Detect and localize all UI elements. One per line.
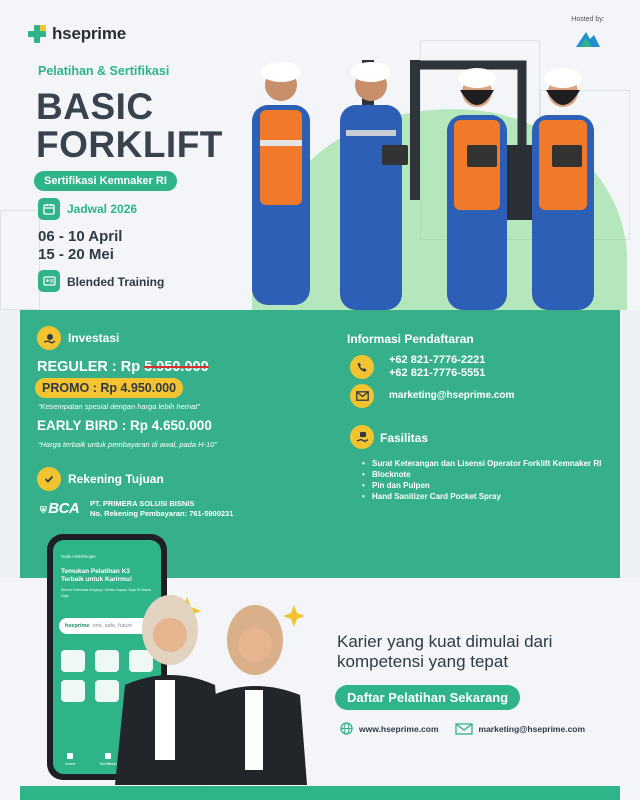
hosted-by [570, 16, 606, 51]
app-menu-tile[interactable] [61, 650, 85, 672]
app-subtext: Belum informasi lengkap, Daftar Kapan Saja Di Mana Saja [61, 588, 151, 598]
hosted-by-label: Hosted by: [571, 16, 605, 23]
contact-links [340, 722, 585, 735]
website-link[interactable]: www.hseprime.com [359, 723, 439, 734]
schedule-dates [38, 228, 122, 264]
calendar-icon [38, 198, 60, 220]
bank-account-info [90, 499, 233, 519]
registration-heading: Informasi Pendaftaran [347, 332, 474, 346]
email-icon [350, 384, 374, 408]
host-company-logo [570, 29, 606, 51]
promo-note: “Kesempatan spesial dengan harga lebih hemat” [38, 402, 200, 411]
worker-figure [532, 68, 594, 310]
app-nav-home[interactable] [65, 753, 76, 766]
schedule-label: Jadwal 2026 [67, 202, 138, 216]
bank-heading: Rekening Tujuan [68, 472, 164, 486]
date-range: 06 - 10 April [38, 228, 123, 245]
list-item: • Hand Sanitizer Card Pocket Spray [362, 491, 602, 502]
app-nav-label: Sertifikasi [99, 760, 117, 766]
phone-number-link[interactable]: +62 821-7776-2221 [389, 354, 486, 366]
worker-figure [340, 62, 408, 310]
tagline [337, 632, 552, 672]
list-item: • Surat Keterangan dan Lisensi Operator Forklift Kemnaker RI [362, 458, 602, 469]
register-now-button[interactable]: Daftar Pelatihan Sekarang [335, 685, 520, 710]
app-nav-label: Home [64, 760, 76, 766]
regular-price-value: 5.950.000 [144, 359, 209, 375]
app-search-brand: hseprime [65, 623, 90, 629]
app-search-tagline: one, safe, future [92, 623, 133, 629]
plus-logo-icon [28, 25, 46, 43]
phone-numbers [389, 354, 485, 380]
brand-name: hseprime [52, 24, 126, 43]
certification-badge: Sertifikasi Kemnaker RI [34, 171, 177, 191]
phone-number-link[interactable]: +62 821-7776-5551 [389, 367, 486, 379]
hseprime-logo[interactable] [28, 24, 126, 44]
date-range: 15 - 20 Mei [38, 246, 114, 263]
account-number: No. Rekening Pembayaran: 761-5900231 [90, 509, 234, 518]
tagline-line: Karier yang kuat dimulai dari [337, 632, 553, 651]
presenter-figure [115, 595, 223, 785]
phone-icon [350, 355, 374, 379]
facilities-heading: Fasilitas [380, 431, 429, 445]
money-hand-icon [37, 326, 61, 350]
home-icon [67, 753, 73, 759]
early-bird-note: “Harga terbaik untuk pembayaran di awal, pada H-10” [38, 440, 217, 449]
account-holder: PT. PRIMERA SOLUSI BISNIS [90, 499, 195, 508]
tagline-line: kompetensi yang tepat [337, 652, 509, 671]
promo-price: PROMO : Rp 4.950.000 [35, 378, 183, 398]
regular-price [37, 359, 209, 375]
presenters-illustration [95, 585, 320, 785]
facilities-list [362, 458, 602, 502]
bca-emblem-icon: ⛨ [40, 505, 47, 515]
training-mode: Blended Training [67, 275, 165, 289]
globe-icon [340, 722, 353, 735]
mail-icon [455, 723, 473, 735]
footer-bar [20, 786, 620, 800]
kicker-text: Pelatihan & Sertifikasi [38, 64, 170, 78]
id-card-icon [38, 270, 60, 292]
footer-email-link[interactable]: marketing@hseprime.com [478, 723, 586, 734]
title-line-2: FORKLIFT [36, 124, 223, 165]
registration-email-link[interactable]: marketing@hseprime.com [389, 390, 515, 401]
app-headline: Temukan Pelatihan K3 Terbaik untuk Karirmu! [61, 568, 133, 583]
title-line-1: BASIC [36, 86, 154, 127]
presenter-figure [205, 605, 307, 785]
hero-section [0, 0, 640, 310]
bca-logo [40, 500, 79, 517]
list-item: • Pin dan Pulpen [362, 480, 602, 491]
regular-price-label: REGULER : Rp [37, 359, 145, 375]
investment-heading: Investasi [68, 331, 120, 345]
worker-figure [447, 68, 507, 310]
list-item: • Blocknote [362, 469, 602, 480]
page-title [36, 88, 223, 164]
background-building-outline [0, 210, 40, 310]
early-bird-price: EARLY BIRD : Rp 4.650.000 [37, 418, 212, 433]
workers-forklift-illustration [232, 60, 632, 310]
app-menu-tile[interactable] [61, 680, 85, 702]
worker-figure [252, 62, 310, 305]
facilities-hand-icon [350, 425, 374, 449]
app-greeting: Hallo HSEPeople [61, 554, 96, 559]
check-badge-icon [37, 467, 61, 491]
bank-name: BCA [48, 500, 80, 517]
